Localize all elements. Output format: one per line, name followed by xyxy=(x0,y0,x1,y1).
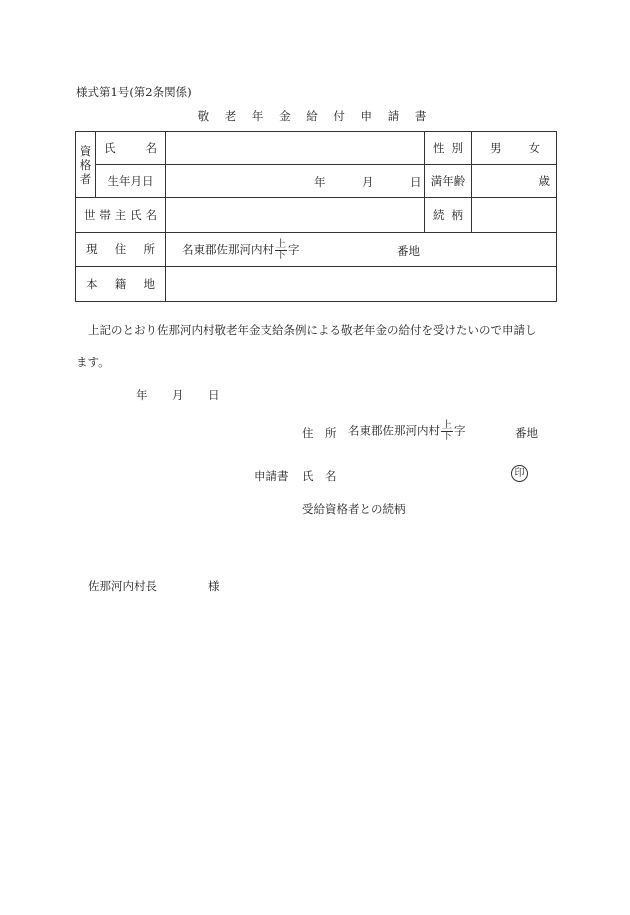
address-label: 現 住 所 xyxy=(76,232,166,267)
dob-row xyxy=(76,165,557,198)
dob-month-label: 月 xyxy=(362,175,374,189)
date-year: 年 xyxy=(136,388,148,402)
applicant-address-label: 住 所 xyxy=(302,426,337,440)
address-field[interactable] xyxy=(166,232,557,267)
address-row xyxy=(76,232,557,267)
age-field[interactable] xyxy=(472,165,557,198)
applicant-label: 申請書 xyxy=(254,469,289,483)
domicile-label: 本 籍 地 xyxy=(76,267,166,302)
applicant-address-fraction: $\frac{\text{上}}{\text{下}}$ xyxy=(442,420,452,442)
address-text: 名東郡佐那河内村 $\frac{\text{上}}{\text{下}}$ 字 xyxy=(182,238,300,261)
dob-year-label: 年 xyxy=(314,175,326,189)
gender-field[interactable] xyxy=(472,132,557,165)
applicant-name-label: 氏 名 xyxy=(302,469,337,483)
recipient-honorific: 様 xyxy=(208,579,220,593)
household-row xyxy=(76,198,557,233)
relationship-label: 続 柄 xyxy=(425,198,472,233)
applicant-address: 名東郡佐那河内村 $\frac{\text{上}}{\text{下}}$ 字 xyxy=(348,420,466,442)
form-title: 敬 老 年 金 給 付 申 請 書 xyxy=(197,109,433,123)
address-fraction: $\frac{\text{上}}{\text{下}}$ xyxy=(276,238,286,261)
seal-icon: 印 xyxy=(511,465,528,482)
form-number: 様式第1号(第2条関係) xyxy=(76,85,192,99)
domicile-row xyxy=(76,267,557,302)
gender-female[interactable]: 女 xyxy=(528,141,540,155)
statement-line-1: 上記のとおり佐那河内村敬老年金支給条例による敬老年金の給付を受けたいので申請し xyxy=(88,323,537,337)
applicant-banchi: 番地 xyxy=(515,426,538,440)
application-table xyxy=(75,131,557,302)
name-field[interactable] xyxy=(166,132,425,165)
statement-line-2: ます。 xyxy=(76,355,110,369)
full-age-label: 満年齢 xyxy=(425,165,472,198)
date-month: 月 xyxy=(172,388,184,402)
gender-label: 性 別 xyxy=(425,132,472,165)
relationship-field[interactable] xyxy=(472,198,557,233)
dob-day-label: 日 xyxy=(410,175,422,189)
qualifier-label: 資 格 者 xyxy=(76,132,96,198)
dob-field[interactable] xyxy=(166,165,425,198)
gender-male[interactable]: 男 xyxy=(490,141,502,155)
age-unit: 歳 xyxy=(538,174,550,188)
household-head-label: 世 帯 主 氏 名 xyxy=(76,198,166,233)
recipient-name: 佐那河内村長 xyxy=(88,579,157,593)
domicile-field[interactable] xyxy=(166,267,557,302)
dob-label: 生年月日 xyxy=(96,165,166,198)
date-day: 日 xyxy=(208,388,220,402)
address-banchi: 番地 xyxy=(397,243,420,258)
name-row xyxy=(76,132,557,165)
household-head-field[interactable] xyxy=(166,198,425,233)
name-label: 氏 名 xyxy=(96,132,166,165)
relation-label: 受給資格者との続柄 xyxy=(302,502,406,516)
